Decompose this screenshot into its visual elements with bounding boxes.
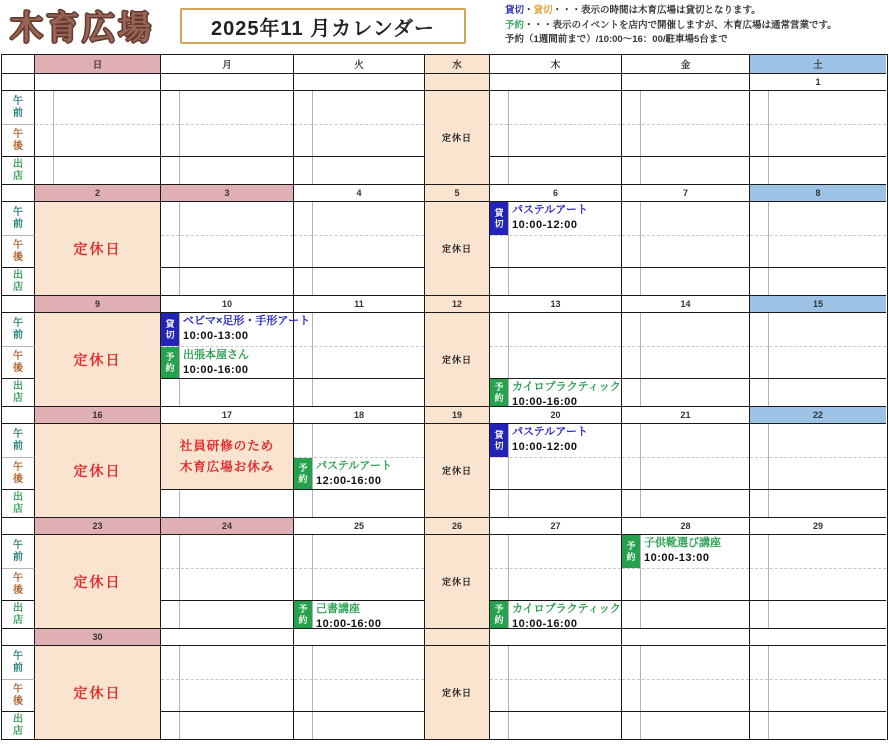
closed-label: 定休日 bbox=[441, 133, 472, 143]
closed-label: 定休日 bbox=[73, 573, 122, 590]
event-text bbox=[312, 601, 381, 628]
holiday-note bbox=[161, 424, 293, 490]
row-label-shop: 出 店 bbox=[2, 379, 35, 407]
date-cell: 6 bbox=[490, 185, 622, 202]
legend-line-2 bbox=[505, 19, 837, 34]
event-time: 10:00-13:00 bbox=[644, 551, 710, 564]
day-cell bbox=[622, 646, 750, 740]
morning-row bbox=[490, 646, 621, 680]
legend-line-1-text: ・・・表示の時間は木育広場は貸切となります。 bbox=[552, 5, 761, 16]
event-badge: 予 約 bbox=[294, 601, 312, 628]
event bbox=[294, 458, 392, 489]
row-label-am: 午 前 bbox=[2, 646, 35, 680]
day-cell bbox=[161, 646, 294, 740]
day-cell bbox=[425, 535, 490, 629]
row-label-shop: 出 店 bbox=[2, 712, 35, 740]
closed-label: 定休日 bbox=[73, 462, 122, 479]
legend-kashikiri-blue: 貸切 bbox=[505, 5, 525, 16]
shop-row bbox=[490, 601, 621, 628]
event-title: 己書講座 bbox=[316, 603, 360, 615]
shop-row bbox=[294, 379, 424, 406]
afternoon-row bbox=[750, 347, 886, 379]
shop-row bbox=[294, 268, 424, 295]
date-cell: 10 bbox=[161, 296, 294, 313]
legend-line-1 bbox=[505, 4, 837, 19]
event-title: 子供靴選び講座 bbox=[644, 537, 721, 549]
morning-row bbox=[490, 91, 621, 125]
closed-label: 定休日 bbox=[441, 244, 472, 254]
shop-row bbox=[622, 379, 749, 406]
date-cell: 20 bbox=[490, 407, 622, 424]
shop-row bbox=[622, 268, 749, 295]
afternoon-row bbox=[490, 125, 621, 157]
morning-row bbox=[750, 202, 886, 236]
morning-row bbox=[161, 202, 293, 236]
morning-row bbox=[490, 424, 621, 458]
shop-row bbox=[490, 379, 621, 406]
shop-row bbox=[622, 490, 749, 517]
afternoon-row bbox=[622, 347, 749, 379]
date-cell bbox=[35, 74, 161, 91]
event-text bbox=[640, 535, 721, 568]
row-label-am: 午 前 bbox=[2, 202, 35, 236]
date-cell: 26 bbox=[425, 518, 490, 535]
day-cell bbox=[622, 535, 750, 629]
weekday-header: 月 bbox=[161, 55, 294, 74]
day-cell bbox=[622, 424, 750, 518]
afternoon-row bbox=[750, 569, 886, 601]
afternoon-row bbox=[490, 680, 621, 712]
calendar-title: 2025年11 月カレンダー bbox=[180, 8, 466, 44]
morning-row bbox=[161, 313, 311, 347]
event-time: 10:00-16:00 bbox=[512, 395, 578, 408]
event bbox=[490, 202, 588, 235]
afternoon-row bbox=[35, 125, 160, 157]
row-label-shop: 出 店 bbox=[2, 490, 35, 518]
date-cell: 24 bbox=[161, 518, 294, 535]
shop-row bbox=[750, 268, 886, 295]
day-cell bbox=[35, 313, 161, 407]
week-row bbox=[2, 407, 887, 518]
afternoon-row bbox=[622, 125, 749, 157]
date-cell: 2 bbox=[35, 185, 161, 202]
date-cell: 17 bbox=[161, 407, 294, 424]
shop-row bbox=[490, 157, 621, 184]
row-label-pm: 午 後 bbox=[2, 347, 35, 379]
event-badge: 予 約 bbox=[161, 347, 179, 378]
morning-row bbox=[161, 91, 293, 125]
day-cell bbox=[750, 424, 886, 518]
morning-row bbox=[294, 646, 424, 680]
shop-row bbox=[622, 157, 749, 184]
day-cell bbox=[294, 535, 425, 629]
event-badge: 貸 切 bbox=[490, 424, 508, 457]
row-label-am: 午 前 bbox=[2, 313, 35, 347]
shop-row bbox=[750, 157, 886, 184]
event-badge: 貸 切 bbox=[161, 313, 179, 346]
event-title: カイロプラクティック bbox=[512, 603, 621, 615]
shop-row bbox=[622, 712, 749, 739]
day-cell bbox=[161, 202, 294, 296]
morning-row bbox=[490, 535, 621, 569]
afternoon-row bbox=[294, 236, 424, 268]
day-cell bbox=[490, 313, 622, 407]
date-cell: 23 bbox=[35, 518, 161, 535]
date-cell: 11 bbox=[294, 296, 425, 313]
event-title: パステルアート bbox=[512, 204, 588, 216]
date-cell: 30 bbox=[35, 629, 161, 646]
day-cell bbox=[750, 313, 886, 407]
event-text bbox=[312, 458, 392, 489]
date-label-corner bbox=[2, 185, 35, 202]
day-cell bbox=[294, 424, 425, 518]
morning-row bbox=[294, 91, 424, 125]
event-time: 10:00-12:00 bbox=[512, 440, 578, 453]
note-text-line: 社員研修のため bbox=[179, 438, 275, 453]
day-cell bbox=[490, 202, 622, 296]
event-badge: 予 約 bbox=[490, 379, 508, 406]
closed-label: 定休日 bbox=[441, 688, 472, 698]
afternoon-row bbox=[490, 236, 621, 268]
shop-row bbox=[622, 601, 749, 628]
shop-row bbox=[35, 157, 160, 184]
date-cell: 12 bbox=[425, 296, 490, 313]
date-cell: 4 bbox=[294, 185, 425, 202]
date-cell: 13 bbox=[490, 296, 622, 313]
calendar bbox=[1, 54, 888, 740]
week-row bbox=[2, 185, 887, 296]
afternoon-row bbox=[294, 347, 424, 379]
afternoon-row bbox=[622, 680, 749, 712]
row-label-pm: 午 後 bbox=[2, 125, 35, 157]
shop-row bbox=[294, 490, 424, 517]
shop-row bbox=[294, 601, 424, 628]
event-text bbox=[179, 313, 310, 346]
afternoon-row bbox=[161, 236, 293, 268]
shop-row bbox=[490, 268, 621, 295]
event-text bbox=[179, 347, 249, 378]
date-cell: 21 bbox=[622, 407, 750, 424]
weekday-header: 金 bbox=[622, 55, 750, 74]
day-cell bbox=[490, 646, 622, 740]
event bbox=[161, 347, 249, 378]
shop-row bbox=[161, 601, 293, 628]
date-cell: 5 bbox=[425, 185, 490, 202]
closed-label: 定休日 bbox=[441, 466, 472, 476]
weekday-header: 火 bbox=[294, 55, 425, 74]
event bbox=[161, 313, 310, 346]
afternoon-row bbox=[294, 680, 424, 712]
shop-row bbox=[161, 379, 293, 406]
morning-row bbox=[35, 91, 160, 125]
afternoon-row bbox=[622, 236, 749, 268]
shop-row bbox=[161, 157, 293, 184]
morning-row bbox=[622, 646, 749, 680]
day-cell bbox=[425, 202, 490, 296]
date-cell: 1 bbox=[750, 74, 886, 91]
shop-row bbox=[750, 601, 886, 628]
day-cell bbox=[161, 91, 294, 185]
morning-row bbox=[294, 202, 424, 236]
afternoon-row bbox=[161, 680, 293, 712]
afternoon-row bbox=[750, 680, 886, 712]
morning-row bbox=[294, 313, 424, 347]
morning-row bbox=[161, 535, 293, 569]
event-badge: 予 約 bbox=[622, 535, 640, 568]
shop-row bbox=[161, 712, 293, 739]
day-cell bbox=[294, 313, 425, 407]
legend-yoyaku: 予約 bbox=[505, 19, 525, 31]
note-text-line: 木育広場お休み bbox=[179, 459, 275, 474]
event bbox=[622, 535, 721, 568]
event-text bbox=[508, 202, 588, 235]
afternoon-row bbox=[490, 458, 621, 490]
afternoon-row bbox=[750, 125, 886, 157]
date-cell bbox=[425, 74, 490, 91]
morning-row bbox=[622, 313, 749, 347]
event bbox=[294, 601, 381, 628]
logo: 木育広場 bbox=[10, 9, 154, 46]
closed-label: 定休日 bbox=[73, 684, 122, 701]
afternoon-row bbox=[294, 458, 424, 490]
shop-row bbox=[161, 490, 293, 517]
date-cell bbox=[490, 74, 622, 91]
day-cell bbox=[490, 424, 622, 518]
event bbox=[490, 379, 621, 406]
row-label-am: 午 前 bbox=[2, 91, 35, 125]
week-row bbox=[2, 518, 887, 629]
date-cell bbox=[425, 629, 490, 646]
date-label-corner bbox=[2, 629, 35, 646]
afternoon-row bbox=[750, 236, 886, 268]
day-cell bbox=[425, 646, 490, 740]
date-cell bbox=[161, 629, 294, 646]
morning-row bbox=[750, 646, 886, 680]
closed-label: 定休日 bbox=[441, 577, 472, 587]
weekday-header: 土 bbox=[750, 55, 886, 74]
shop-row bbox=[294, 712, 424, 739]
day-cell bbox=[622, 202, 750, 296]
morning-row bbox=[622, 91, 749, 125]
event-title: 出張本屋さん bbox=[183, 349, 249, 361]
morning-row bbox=[490, 202, 621, 236]
afternoon-row bbox=[490, 569, 621, 601]
morning-row bbox=[294, 424, 424, 458]
date-cell: 8 bbox=[750, 185, 886, 202]
morning-row bbox=[622, 202, 749, 236]
day-cell bbox=[425, 313, 490, 407]
event-text bbox=[508, 601, 621, 628]
event bbox=[490, 424, 588, 457]
afternoon-row bbox=[161, 125, 293, 157]
date-cell: 9 bbox=[35, 296, 161, 313]
date-cell bbox=[622, 74, 750, 91]
closed-label: 定休日 bbox=[73, 351, 122, 368]
afternoon-row bbox=[490, 347, 621, 379]
weekday-header: 日 bbox=[35, 55, 161, 74]
weekday-header: 水 bbox=[425, 55, 490, 74]
day-cell bbox=[35, 91, 161, 185]
row-label-shop: 出 店 bbox=[2, 601, 35, 629]
event-text bbox=[508, 379, 621, 406]
event bbox=[490, 601, 621, 628]
shop-row bbox=[750, 712, 886, 739]
event-title: ベビマ×足形・手形アート bbox=[183, 315, 311, 327]
event-time: 10:00-12:00 bbox=[512, 218, 578, 231]
event-badge: 予 約 bbox=[294, 458, 312, 489]
row-label-shop: 出 店 bbox=[2, 268, 35, 296]
weekday-header: 木 bbox=[490, 55, 622, 74]
afternoon-row bbox=[161, 347, 293, 379]
day-cell bbox=[425, 91, 490, 185]
closed-label: 定休日 bbox=[73, 240, 122, 257]
row-label-pm: 午 後 bbox=[2, 569, 35, 601]
morning-row bbox=[750, 535, 886, 569]
date-cell bbox=[161, 74, 294, 91]
row-label-pm: 午 後 bbox=[2, 680, 35, 712]
day-cell bbox=[35, 646, 161, 740]
row-label-am: 午 前 bbox=[2, 424, 35, 458]
day-cell bbox=[294, 202, 425, 296]
afternoon-row bbox=[622, 458, 749, 490]
event-title: カイロプラクティック bbox=[512, 381, 621, 393]
morning-row bbox=[750, 313, 886, 347]
row-label-pm: 午 後 bbox=[2, 458, 35, 490]
day-cell bbox=[622, 91, 750, 185]
afternoon-row bbox=[750, 458, 886, 490]
afternoon-row bbox=[161, 569, 293, 601]
shop-row bbox=[294, 157, 424, 184]
date-cell bbox=[294, 74, 425, 91]
date-cell: 25 bbox=[294, 518, 425, 535]
day-cell bbox=[35, 424, 161, 518]
day-cell bbox=[750, 202, 886, 296]
morning-row bbox=[622, 424, 749, 458]
legend-line-2-text: ・・・表示のイベントを店内で開催しますが、木育広場は通常営業です。 bbox=[524, 19, 837, 31]
week-row bbox=[2, 296, 887, 407]
page-header bbox=[0, 0, 889, 54]
day-cell bbox=[35, 202, 161, 296]
shop-row bbox=[750, 490, 886, 517]
date-cell: 19 bbox=[425, 407, 490, 424]
date-cell: 29 bbox=[750, 518, 886, 535]
date-label-corner bbox=[2, 518, 35, 535]
day-cell bbox=[425, 424, 490, 518]
date-cell: 16 bbox=[35, 407, 161, 424]
day-cell bbox=[750, 91, 886, 185]
day-cell bbox=[622, 313, 750, 407]
morning-row bbox=[750, 91, 886, 125]
date-cell bbox=[750, 629, 886, 646]
event-time: 10:00-16:00 bbox=[183, 363, 249, 376]
day-cell bbox=[161, 424, 294, 518]
legend bbox=[505, 4, 837, 48]
legend-line-3: 予約（1週間前まで）/10:00～16：00/駐車場5台まで bbox=[505, 34, 728, 46]
week-row bbox=[2, 74, 887, 185]
date-cell: 28 bbox=[622, 518, 750, 535]
date-cell: 27 bbox=[490, 518, 622, 535]
event-time: 12:00-16:00 bbox=[316, 474, 382, 487]
shop-row bbox=[750, 379, 886, 406]
morning-row bbox=[622, 535, 749, 569]
afternoon-row bbox=[294, 569, 424, 601]
day-cell bbox=[161, 535, 294, 629]
day-cell bbox=[750, 646, 886, 740]
week-row bbox=[2, 629, 887, 740]
day-cell bbox=[490, 535, 622, 629]
closed-label: 定休日 bbox=[441, 355, 472, 365]
event-badge: 貸 切 bbox=[490, 202, 508, 235]
row-label-pm: 午 後 bbox=[2, 236, 35, 268]
afternoon-row bbox=[622, 569, 749, 601]
date-label-corner bbox=[2, 74, 35, 91]
date-cell: 3 bbox=[161, 185, 294, 202]
shop-row bbox=[490, 490, 621, 517]
day-cell bbox=[750, 535, 886, 629]
event-time: 10:00-13:00 bbox=[183, 329, 249, 342]
legend-dot: ・ bbox=[524, 5, 534, 16]
day-cell bbox=[294, 646, 425, 740]
event-text bbox=[508, 424, 588, 457]
event-title: パステルアート bbox=[316, 460, 392, 472]
date-cell bbox=[622, 629, 750, 646]
afternoon-row bbox=[294, 125, 424, 157]
date-cell: 18 bbox=[294, 407, 425, 424]
day-cell bbox=[35, 535, 161, 629]
day-cell bbox=[294, 91, 425, 185]
morning-row bbox=[490, 313, 621, 347]
date-cell: 15 bbox=[750, 296, 886, 313]
date-cell: 14 bbox=[622, 296, 750, 313]
day-cell bbox=[161, 313, 311, 407]
event-title: パステルアート bbox=[512, 426, 588, 438]
weekday-header-row bbox=[2, 55, 887, 74]
legend-kashikiri-orange: 貸切 bbox=[533, 5, 553, 16]
morning-row bbox=[161, 646, 293, 680]
morning-row bbox=[750, 424, 886, 458]
date-label-corner bbox=[2, 407, 35, 424]
event-time: 10:00-16:00 bbox=[316, 617, 382, 630]
morning-row bbox=[294, 535, 424, 569]
date-label-corner bbox=[2, 296, 35, 313]
row-label-shop: 出 店 bbox=[2, 157, 35, 185]
date-cell: 7 bbox=[622, 185, 750, 202]
shop-row bbox=[490, 712, 621, 739]
corner-cell bbox=[2, 55, 35, 74]
row-label-am: 午 前 bbox=[2, 535, 35, 569]
shop-row bbox=[161, 268, 293, 295]
day-cell bbox=[490, 91, 622, 185]
badge-strip bbox=[179, 490, 180, 517]
event-time: 10:00-16:00 bbox=[512, 617, 578, 630]
date-cell: 22 bbox=[750, 407, 886, 424]
event-badge: 予 約 bbox=[490, 601, 508, 628]
